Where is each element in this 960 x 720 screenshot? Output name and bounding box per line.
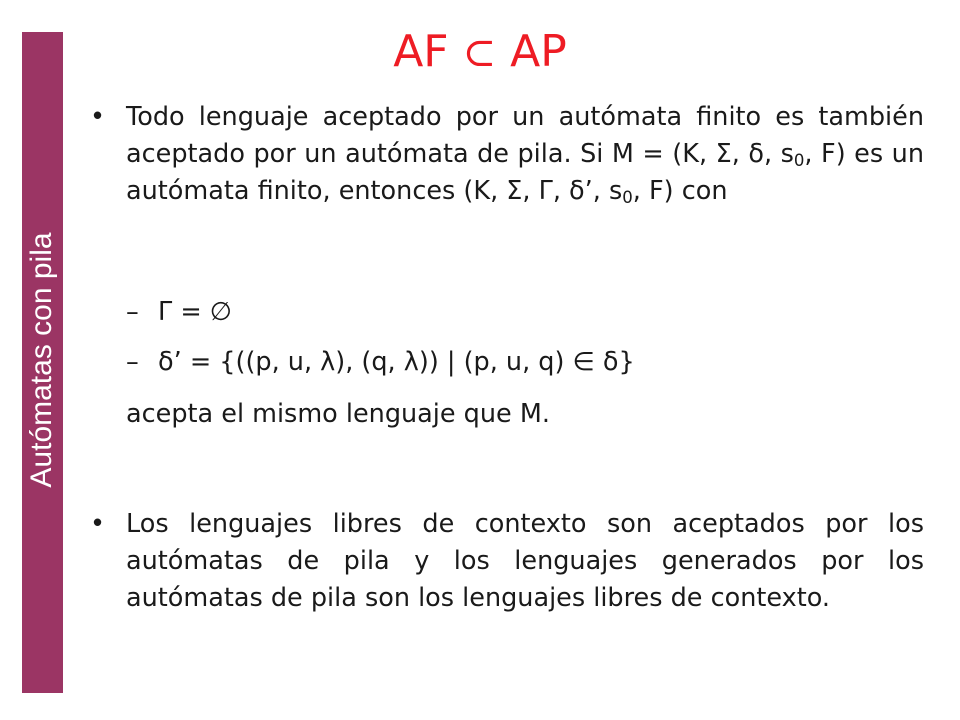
- subset-symbol: ⊂: [462, 30, 497, 76]
- dash-item-delta: – δ’ = {((p, u, λ), (q, λ)) | (p, u, q) ∈ δ}: [126, 347, 635, 377]
- sidebar-label: Autómatas con pila: [25, 232, 58, 488]
- bullet2-text: Los lenguajes libres de contexto son aceptados por los autómatas de pila y los lenguajes generados por los autómatas de pila son los lenguajes libres de contexto.: [126, 509, 924, 613]
- bullet-context-free: [126, 506, 924, 617]
- bullet1-sub-b: 0: [622, 188, 633, 208]
- slide-title: [0, 22, 960, 82]
- dash2-text: δ’ = {((p, u, λ), (q, λ)) | (p, u, q) ∈ δ}: [158, 347, 635, 377]
- title-left: AF: [393, 26, 449, 77]
- dash1-text: Γ = ∅: [158, 297, 232, 327]
- bullet1-text-a: Todo lenguaje aceptado por un autómata finito es también aceptado por un autómata de pila. Si M = (K, Σ, δ, s: [126, 102, 924, 169]
- bullet1-sub-a: 0: [793, 151, 805, 171]
- bullet1-text-c: , F) con: [632, 176, 728, 206]
- accepts-line: acepta el mismo lenguaje que M.: [126, 399, 550, 429]
- bullet-regular-languages: [126, 99, 924, 210]
- bullet1-text-b: , F) es un autómata finito, entonces (K, Σ, Γ, δ’, s: [126, 139, 924, 206]
- dash-item-gamma: – Γ = ∅: [126, 297, 232, 327]
- title-right: AP: [510, 26, 567, 77]
